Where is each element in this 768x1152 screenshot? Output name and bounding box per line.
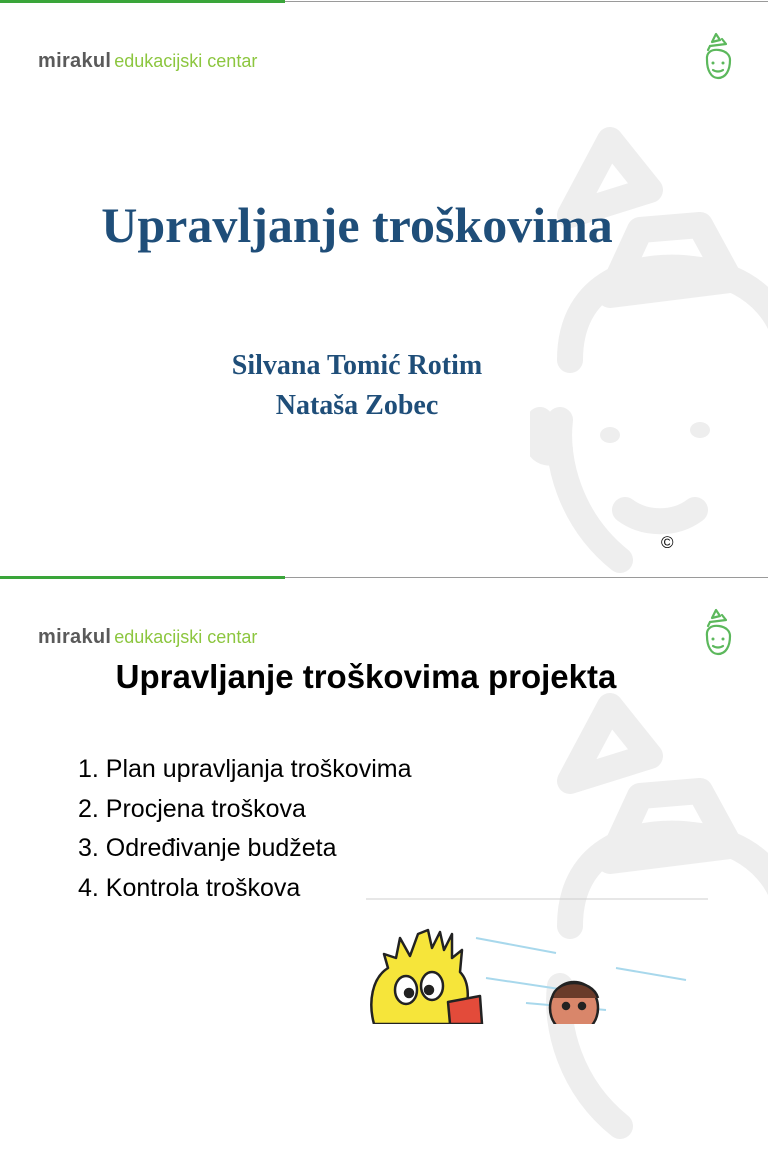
slide-1-title: Upravljanje troškovima xyxy=(101,197,613,253)
author-2: Nataša Zobec xyxy=(275,390,439,421)
mascot-logo-icon xyxy=(700,606,736,660)
list-item: 3. Određivanje budžeta xyxy=(78,834,337,862)
top-divider xyxy=(0,0,768,3)
brand-logo xyxy=(38,50,257,74)
brand-tagline: edukacijski centar xyxy=(114,51,258,71)
slide-2-title: Upravljanje troškovima projekta xyxy=(115,658,617,695)
brand-logo xyxy=(38,626,257,650)
cartoon-illustration xyxy=(366,898,708,1024)
copyright-mark: © xyxy=(661,533,674,552)
mascot-logo-icon xyxy=(700,30,736,84)
list-item: 2. Procjena troškova xyxy=(78,794,306,823)
topic-list xyxy=(78,750,412,908)
top-divider xyxy=(0,576,768,579)
author-1: Silvana Tomić Rotim xyxy=(231,350,483,381)
brand-name: mirakul xyxy=(38,626,112,648)
authors xyxy=(0,346,714,426)
list-item: 4. Kontrola troškova xyxy=(78,873,301,902)
brand-tagline: edukacijski centar xyxy=(114,627,258,647)
brand-name: mirakul xyxy=(38,50,112,72)
list-item: 1. Plan upravljanja troškovima xyxy=(78,755,412,783)
